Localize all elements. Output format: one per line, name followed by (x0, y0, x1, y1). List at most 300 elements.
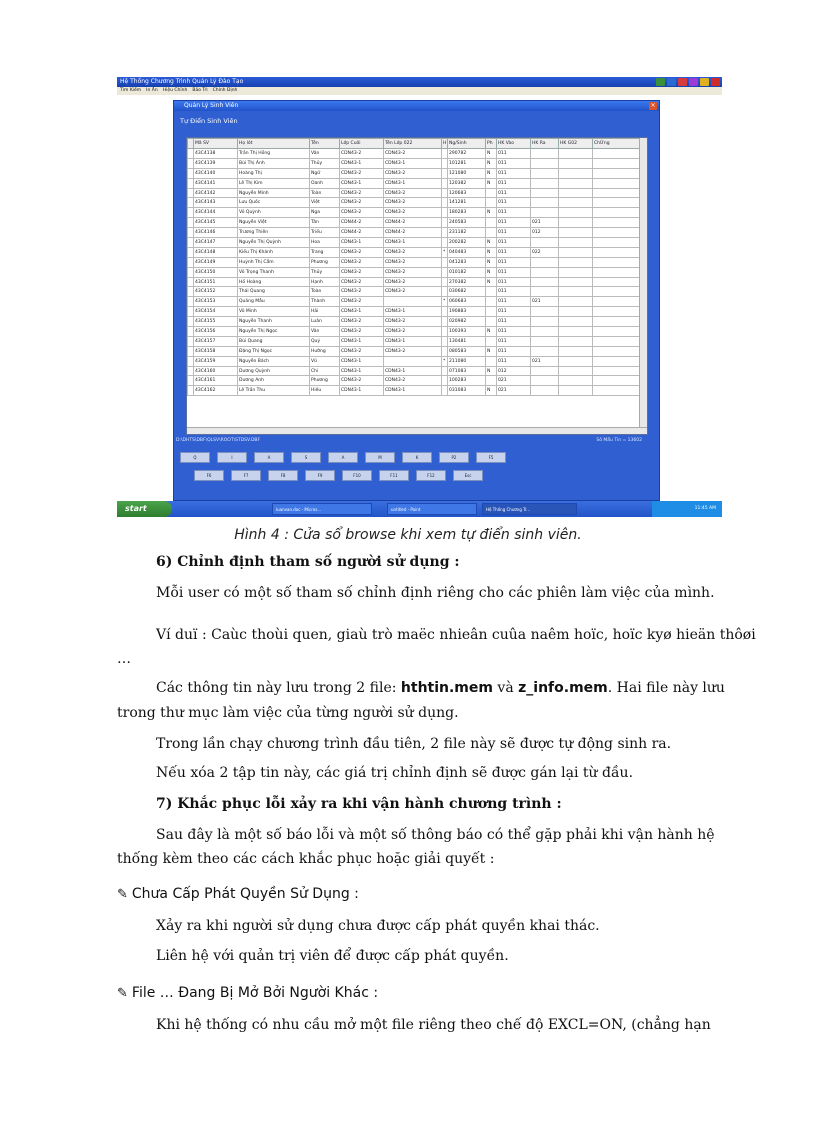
function-button[interactable]: Q (180, 452, 210, 463)
function-button[interactable]: P2 (439, 452, 469, 463)
table-row[interactable] (188, 168, 640, 178)
table-cell: CDN43-2 (340, 168, 384, 178)
vertical-scrollbar[interactable] (639, 138, 647, 428)
table-cell (559, 149, 593, 159)
table-cell: Lê Thị Kim (238, 178, 310, 188)
toolbar-icon[interactable] (656, 78, 665, 86)
table-cell: CDN43-1 (384, 386, 442, 396)
column-header[interactable]: Tên (310, 139, 340, 149)
table-cell: CDN43-2 (340, 208, 384, 218)
table-cell: Trần Thị Hồng (238, 149, 310, 159)
table-cell: CDN43-2 (340, 149, 384, 159)
table-cell: Huỳnh Thị Cẩm (238, 257, 310, 267)
table-cell (593, 376, 640, 386)
table-cell (486, 376, 497, 386)
function-button[interactable]: S (291, 452, 321, 463)
table-cell: Vân (310, 149, 340, 159)
table-cell: Luân (310, 317, 340, 327)
column-header[interactable]: Ph (486, 139, 497, 149)
table-cell: 011 (497, 297, 531, 307)
table-row[interactable] (188, 356, 640, 366)
function-button[interactable]: M (365, 452, 395, 463)
paragraph: Ví duï : Caùc thoùi quen, giaù trò maëc nhieân cuûa naêm hoïc, hoïc kyø hieän thôøi (156, 627, 756, 643)
table-cell: Toàn (310, 287, 340, 297)
table-cell: Nguyễn Thanh (238, 317, 310, 327)
function-button[interactable]: F12 (416, 470, 446, 481)
table-cell: 43C4140 (194, 168, 238, 178)
table-cell: Nga (310, 208, 340, 218)
table-row[interactable] (188, 267, 640, 277)
table-cell (593, 198, 640, 208)
table-cell (593, 188, 640, 198)
table-cell: 011 (497, 277, 531, 287)
table-cell (593, 257, 640, 267)
taskbar-item[interactable]: untitled - Paint (387, 503, 477, 515)
table-cell: CDN43-2 (340, 376, 384, 386)
column-header[interactable]: HK Ra (531, 139, 559, 149)
table-cell (486, 188, 497, 198)
table-cell: 43C4141 (194, 178, 238, 188)
function-button[interactable]: Esc (453, 470, 483, 481)
table-cell: 021 (531, 297, 559, 307)
table-cell: 100393 (448, 327, 486, 337)
figure-caption: Hình 4 : Cửa sổ browse khi xem tự điển sinh viên. (234, 527, 582, 543)
table-cell: CDN43-2 (340, 297, 384, 307)
function-button[interactable]: I (217, 452, 247, 463)
toolbar-icon[interactable] (689, 78, 698, 86)
table-cell (486, 228, 497, 238)
table-cell (593, 307, 640, 317)
file-path: D:\DHTS\DBF\QLSV\ROOT\STDSV.DBF (176, 438, 261, 443)
table-cell (593, 149, 640, 159)
table-cell (531, 188, 559, 198)
table-cell: 011 (497, 317, 531, 327)
table-row[interactable] (188, 247, 640, 257)
table-row[interactable] (188, 307, 640, 317)
app-title: Hệ Thống Chương Trình Quản Lý Đào Tạo (120, 78, 244, 85)
table-cell: N (486, 247, 497, 257)
column-header[interactable]: HK Vào (497, 139, 531, 149)
table-cell (593, 297, 640, 307)
menu-item[interactable]: Tìm Kiếm (120, 88, 142, 93)
table-cell (531, 346, 559, 356)
table-cell: 030682 (448, 287, 486, 297)
function-button[interactable]: A (328, 452, 358, 463)
horizontal-scrollbar[interactable] (187, 427, 647, 434)
table-cell (559, 228, 593, 238)
table-cell: CDN43-2 (340, 257, 384, 267)
table-cell: Quý (310, 336, 340, 346)
table-cell: CDN43-1 (384, 158, 442, 168)
table-cell: CDN43-2 (340, 267, 384, 277)
table-cell: CDN43-1 (340, 366, 384, 376)
table-cell: 43C4145 (194, 218, 238, 228)
table-cell (559, 208, 593, 218)
table-cell: 190883 (448, 307, 486, 317)
table-cell: Chi (310, 366, 340, 376)
table-cell: Triều (310, 228, 340, 238)
menu-item[interactable]: Bảo Trì (192, 88, 208, 93)
table-cell: CDN43-1 (340, 336, 384, 346)
function-button[interactable]: F6 (194, 470, 224, 481)
table-cell: Toàn (310, 188, 340, 198)
table-cell: 43C4142 (194, 188, 238, 198)
table-cell: CDN43-2 (384, 327, 442, 337)
paragraph (156, 675, 725, 701)
table-row[interactable] (188, 297, 640, 307)
table-cell: Bùi Quang (238, 336, 310, 346)
table-cell: 43C4147 (194, 238, 238, 248)
table-cell: 100283 (448, 376, 486, 386)
start-button[interactable]: start (117, 501, 172, 517)
table-row[interactable] (188, 188, 640, 198)
table-cell: 012 (531, 228, 559, 238)
table-row[interactable] (188, 208, 640, 218)
table-cell: 011 (497, 188, 531, 198)
table-cell: Nguyễn Việt (238, 218, 310, 228)
table-cell: Lê Trần Thu (238, 386, 310, 396)
table-row[interactable] (188, 327, 640, 337)
function-key-row-1 (180, 452, 506, 463)
function-button[interactable]: F8 (268, 470, 298, 481)
paragraph: Trong lần chạy chương trình đầu tiên, 2 file này sẽ được tự động sinh ra. (156, 736, 672, 752)
paragraph: Mỗi user có một số tham số chỉnh định riêng cho các phiên làm việc của mình. (156, 585, 715, 601)
table-cell (559, 297, 593, 307)
table-cell: CDN43-2 (340, 346, 384, 356)
table-cell (593, 267, 640, 277)
table-cell: 011 (497, 267, 531, 277)
function-button[interactable]: F7 (231, 470, 261, 481)
table-cell: N (486, 238, 497, 248)
table-cell (531, 376, 559, 386)
window-title-bar (174, 101, 659, 111)
function-key-row-2 (194, 470, 483, 481)
table-cell: 43C4138 (194, 149, 238, 159)
table-cell: CDN43-2 (384, 376, 442, 386)
table-cell: Dương Quỳnh (238, 366, 310, 376)
table-cell: N (486, 277, 497, 287)
table-cell (531, 198, 559, 208)
toolbar-icon[interactable] (667, 78, 676, 86)
paragraph: … (117, 651, 131, 667)
window-title: Quản Lý Sinh Viên (184, 102, 239, 109)
table-cell (531, 307, 559, 317)
table-row[interactable] (188, 376, 640, 386)
table-cell: CDN43-2 (384, 188, 442, 198)
menu-item[interactable]: In Ấn (146, 88, 158, 93)
table-row[interactable] (188, 366, 640, 376)
table-cell: 43C4152 (194, 287, 238, 297)
table-row[interactable] (188, 178, 640, 188)
table-row[interactable] (188, 287, 640, 297)
taskbar (117, 501, 722, 517)
paragraph: Nếu xóa 2 tập tin này, các giá trị chỉnh định sẽ được gán lại từ đầu. (156, 765, 634, 781)
table-cell: 011 (497, 257, 531, 267)
clock: 11:45 AM (694, 506, 716, 511)
table-cell (531, 267, 559, 277)
table-row[interactable] (188, 238, 640, 248)
table-cell (384, 297, 442, 307)
window-close-icon[interactable]: × (650, 102, 656, 109)
table-cell: 011 (497, 336, 531, 346)
table-cell (559, 218, 593, 228)
table-cell (531, 366, 559, 376)
student-window (173, 100, 660, 501)
table-cell: CDN43-1 (340, 238, 384, 248)
table-cell: Lưu Quốc (238, 198, 310, 208)
pointer-icon: ✎ (117, 887, 128, 902)
table-cell: 011 (497, 178, 531, 188)
table-cell: 43C4161 (194, 376, 238, 386)
table-cell (531, 287, 559, 297)
table-cell (531, 386, 559, 396)
error-title: Chưa Cấp Phát Quyền Sử Dụng : (131, 886, 359, 902)
table-cell: CDN43-1 (384, 178, 442, 188)
table-cell: N (486, 149, 497, 159)
section-heading-7: 7) Khắc phục lỗi xảy ra khi vận hành chương trình : (156, 796, 562, 812)
column-header[interactable]: Mã SV (194, 139, 238, 149)
table-cell: Hoàng Thị (238, 168, 310, 178)
table-cell (486, 297, 497, 307)
taskbar-item[interactable]: Hệ Thống Chương Tr... (482, 503, 577, 515)
table-cell: * (442, 356, 448, 366)
table-cell: 43C4160 (194, 366, 238, 376)
table-cell: Hạnh (310, 277, 340, 287)
table-cell (531, 257, 559, 267)
table-cell: CDN43-1 (340, 158, 384, 168)
table-cell: Hiếu (310, 386, 340, 396)
table-cell: Kiều Thị Khánh (238, 247, 310, 257)
app-menu (117, 87, 722, 95)
table-cell (559, 356, 593, 366)
table-row[interactable] (188, 277, 640, 287)
table-cell (486, 317, 497, 327)
table-cell (593, 366, 640, 376)
table-cell: 020982 (448, 317, 486, 327)
table-cell: 120382 (448, 178, 486, 188)
table-cell: 031083 (448, 386, 486, 396)
table-cell (559, 366, 593, 376)
table-cell (593, 238, 640, 248)
table-cell (593, 228, 640, 238)
table-cell: N (486, 346, 497, 356)
table-cell: 011 (497, 247, 531, 257)
table-cell (593, 277, 640, 287)
table-cell: CDN43-2 (384, 317, 442, 327)
table-cell (593, 287, 640, 297)
table-cell (531, 149, 559, 159)
table-cell: 022 (531, 247, 559, 257)
column-header[interactable]: Họ lót (238, 139, 310, 149)
table-cell: Hường (310, 346, 340, 356)
table-cell: CDN44-2 (384, 228, 442, 238)
table-cell (593, 158, 640, 168)
table-cell: Vân (310, 327, 340, 337)
function-button[interactable]: F5 (476, 452, 506, 463)
table-cell: Hoa (310, 238, 340, 248)
table-cell: 43C4156 (194, 327, 238, 337)
table-cell (486, 198, 497, 208)
table-cell (559, 158, 593, 168)
table-row[interactable] (188, 149, 640, 159)
column-header[interactable]: Ng/Sinh (448, 139, 486, 149)
toolbar-icons (656, 78, 720, 86)
table-cell: Ngữ (310, 168, 340, 178)
table-cell: 43C4154 (194, 307, 238, 317)
table-cell (593, 386, 640, 396)
table-cell: 141281 (448, 198, 486, 208)
table-cell: 011 (497, 287, 531, 297)
table-cell (531, 158, 559, 168)
table-cell: 101281 (448, 158, 486, 168)
table-header (188, 139, 640, 149)
table-cell: 011 (497, 168, 531, 178)
table-cell: 43C4162 (194, 386, 238, 396)
table-cell: 021 (531, 218, 559, 228)
table-cell: 43C4159 (194, 356, 238, 366)
toolbar-icon[interactable] (700, 78, 709, 86)
table-cell (531, 208, 559, 218)
table-cell (559, 346, 593, 356)
table-row[interactable] (188, 317, 640, 327)
table-cell: 200282 (448, 238, 486, 248)
table-cell: CDN43-2 (340, 247, 384, 257)
table-cell: Nguyễn Thị Ngọc (238, 327, 310, 337)
table-cell: N (486, 168, 497, 178)
function-button[interactable]: F9 (305, 470, 335, 481)
table-cell: Trương Thiên (238, 228, 310, 238)
table-cell: 011 (497, 208, 531, 218)
table-cell: Thái Quang (238, 287, 310, 297)
table-cell: CDN43-2 (384, 257, 442, 267)
table-cell: CDN43-2 (384, 287, 442, 297)
table-cell: CDN43-2 (384, 267, 442, 277)
toolbar-icon[interactable] (678, 78, 687, 86)
table-cell: 011 (497, 158, 531, 168)
table-row[interactable] (188, 228, 640, 238)
table-cell: Nguyễn Minh (238, 188, 310, 198)
file-name: z_info.mem (518, 680, 608, 696)
table-row[interactable] (188, 346, 640, 356)
column-header[interactable]: H (442, 139, 448, 149)
table-cell: Vũ (310, 356, 340, 366)
column-header[interactable]: Lớp Cuối (340, 139, 384, 149)
menu-item[interactable]: Hiệu Chỉnh (162, 88, 188, 93)
table-cell (593, 168, 640, 178)
table-cell: Quảng Mẫu (238, 297, 310, 307)
table-cell: 43C4143 (194, 198, 238, 208)
table-cell: Võ Quỳnh (238, 208, 310, 218)
table-cell: CDN43-2 (340, 327, 384, 337)
table-cell (559, 287, 593, 297)
table-cell: Bùi Thị Ánh (238, 158, 310, 168)
text-run: . Hai file này lưu (607, 680, 725, 696)
error-heading (117, 980, 378, 1007)
table-cell (559, 307, 593, 317)
desktop-area (117, 95, 722, 501)
column-header[interactable]: ChỨng (593, 139, 640, 149)
table-cell: 011 (497, 198, 531, 208)
table-cell: 060683 (448, 297, 486, 307)
table-cell: 43C4150 (194, 267, 238, 277)
column-header[interactable]: Tên Lớp 022 (384, 139, 442, 149)
column-header[interactable]: HK G02 (559, 139, 593, 149)
table-body (188, 149, 640, 396)
table-cell: 040483 (448, 247, 486, 257)
table-cell: 121080 (448, 168, 486, 178)
taskbar-item[interactable]: luanvan.doc - Micros... (272, 503, 372, 515)
table-cell: 011 (497, 238, 531, 248)
table-cell: * (442, 247, 448, 257)
function-button[interactable]: F10 (342, 470, 372, 481)
menu-item[interactable]: Chính Định (212, 88, 238, 93)
panel-title: Tự Điển Sinh Viên (180, 117, 238, 125)
table-cell: CDN43-2 (340, 287, 384, 297)
table-cell: N (486, 257, 497, 267)
table-cell: CDN43-1 (384, 307, 442, 317)
table-cell (559, 188, 593, 198)
table-cell: CDN44-2 (384, 218, 442, 228)
file-name: hthtin.mem (400, 680, 493, 696)
table-cell (559, 238, 593, 248)
table-row[interactable] (188, 386, 640, 396)
table-cell (559, 267, 593, 277)
paragraph: thống kèm theo các cách khắc phục hoặc giải quyết : (117, 851, 495, 867)
text-run: Các thông tin này lưu trong 2 file: (156, 680, 401, 696)
table-cell: N (486, 327, 497, 337)
table-cell: N (486, 386, 497, 396)
table-row[interactable] (188, 257, 640, 267)
table-row[interactable] (188, 336, 640, 346)
table-cell (384, 356, 442, 366)
table-cell: 120683 (448, 188, 486, 198)
error-title: File … Đang Bị Mở Bởi Người Khác : (131, 985, 379, 1001)
table-cell: N (486, 178, 497, 188)
table-cell: Hải (310, 307, 340, 317)
table-cell (559, 168, 593, 178)
table-cell: Dương Anh (238, 376, 310, 386)
function-button[interactable]: K (402, 452, 432, 463)
table-cell (593, 317, 640, 327)
table-cell: CDN43-2 (340, 317, 384, 327)
table-cell: 43C4151 (194, 277, 238, 287)
table-cell: 240583 (448, 218, 486, 228)
table-cell: 021 (531, 356, 559, 366)
function-button[interactable]: A (254, 452, 284, 463)
table-cell: CDN43-1 (340, 356, 384, 366)
table-row[interactable] (188, 158, 640, 168)
table-cell: 011 (497, 356, 531, 366)
table-cell: 43C4146 (194, 228, 238, 238)
table-cell: N (486, 267, 497, 277)
table-cell: CDN43-2 (384, 277, 442, 287)
table-cell: Nguyễn Thị Quỳnh (238, 238, 310, 248)
paragraph: Sau đây là một số báo lỗi và một số thông báo có thể gặp phải khi vận hành hệ (156, 827, 715, 843)
table-row[interactable] (188, 198, 640, 208)
function-button[interactable]: F11 (379, 470, 409, 481)
table-cell: 43C4155 (194, 317, 238, 327)
close-icon[interactable] (711, 78, 720, 86)
record-count: Số Mẩu Tin = 13602 (596, 438, 642, 443)
table-cell: 290782 (448, 149, 486, 159)
table-cell (559, 247, 593, 257)
table-cell (531, 168, 559, 178)
table-cell: CDN43-2 (340, 198, 384, 208)
status-bar (176, 437, 656, 445)
table-cell: CDN43-1 (340, 307, 384, 317)
table-cell: CDN43-2 (384, 168, 442, 178)
table-row[interactable] (188, 218, 640, 228)
